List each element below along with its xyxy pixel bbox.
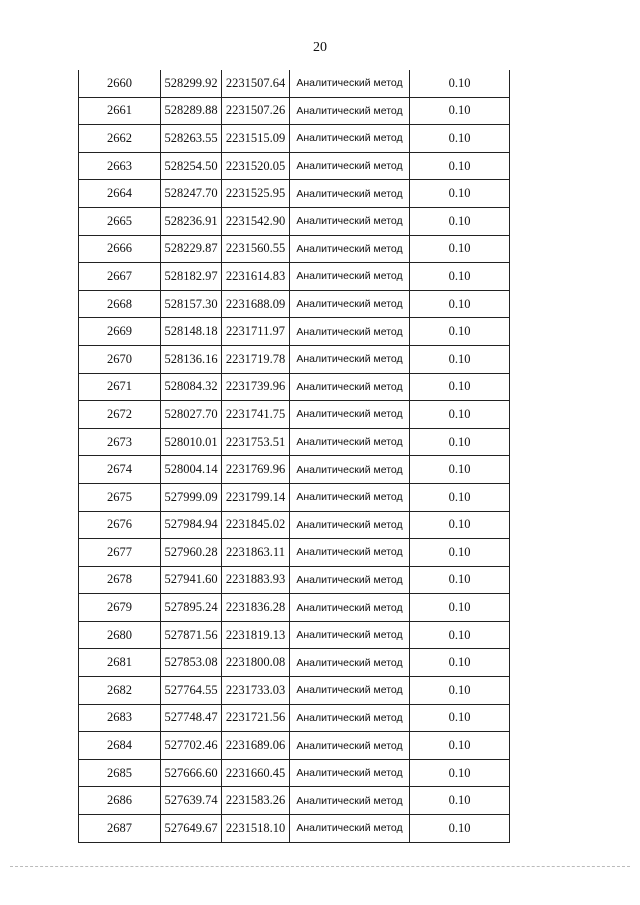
method-cell <box>290 787 410 815</box>
y-coordinate-cell: 2231583.26 <box>222 787 290 815</box>
y-coordinate-cell: 2231542.90 <box>222 207 290 235</box>
table-row <box>79 456 510 484</box>
method-text: Аналитический метод <box>296 573 403 586</box>
accuracy-cell: 0.10 <box>410 511 510 539</box>
x-coordinate-cell: 528182.97 <box>161 263 222 291</box>
method-text: Аналитический метод <box>296 629 403 642</box>
x-coordinate-cell: 527871.56 <box>161 621 222 649</box>
method-text: Аналитический метод <box>296 77 403 90</box>
table-row <box>79 732 510 760</box>
table-row <box>79 152 510 180</box>
method-cell <box>290 456 410 484</box>
x-coordinate-cell: 527702.46 <box>161 732 222 760</box>
method-cell <box>290 594 410 622</box>
x-coordinate-cell: 528247.70 <box>161 180 222 208</box>
table-row <box>79 787 510 815</box>
point-number-cell: 2664 <box>79 180 161 208</box>
x-coordinate-cell: 527853.08 <box>161 649 222 677</box>
y-coordinate-cell: 2231525.95 <box>222 180 290 208</box>
method-cell <box>290 125 410 153</box>
accuracy-cell: 0.10 <box>410 152 510 180</box>
method-text: Аналитический метод <box>296 353 403 366</box>
x-coordinate-cell: 528157.30 <box>161 290 222 318</box>
table-row <box>79 539 510 567</box>
method-text: Аналитический метод <box>296 270 403 283</box>
scan-artifact-line <box>10 866 630 867</box>
accuracy-cell: 0.10 <box>410 373 510 401</box>
table-row <box>79 594 510 622</box>
table-row <box>79 263 510 291</box>
point-number-cell: 2680 <box>79 621 161 649</box>
accuracy-cell: 0.10 <box>410 677 510 705</box>
x-coordinate-cell: 527895.24 <box>161 594 222 622</box>
point-number-cell: 2686 <box>79 787 161 815</box>
accuracy-cell: 0.10 <box>410 594 510 622</box>
accuracy-cell: 0.10 <box>410 483 510 511</box>
point-number-cell: 2671 <box>79 373 161 401</box>
y-coordinate-cell: 2231753.51 <box>222 428 290 456</box>
x-coordinate-cell: 528263.55 <box>161 125 222 153</box>
method-cell <box>290 318 410 346</box>
table-row <box>79 125 510 153</box>
method-text: Аналитический метод <box>296 215 403 228</box>
table-row <box>79 649 510 677</box>
y-coordinate-cell: 2231863.11 <box>222 539 290 567</box>
method-text: Аналитический метод <box>296 711 403 724</box>
table-row <box>79 70 510 97</box>
table-row <box>79 401 510 429</box>
point-number-cell: 2682 <box>79 677 161 705</box>
table-row <box>79 677 510 705</box>
point-number-cell: 2673 <box>79 428 161 456</box>
x-coordinate-cell: 527984.94 <box>161 511 222 539</box>
x-coordinate-cell: 528148.18 <box>161 318 222 346</box>
table-row <box>79 483 510 511</box>
x-coordinate-cell: 528027.70 <box>161 401 222 429</box>
accuracy-cell: 0.10 <box>410 263 510 291</box>
method-text: Аналитический метод <box>296 380 403 393</box>
y-coordinate-cell: 2231518.10 <box>222 815 290 843</box>
point-number-cell: 2667 <box>79 263 161 291</box>
table-row <box>79 318 510 346</box>
x-coordinate-cell: 527999.09 <box>161 483 222 511</box>
y-coordinate-cell: 2231733.03 <box>222 677 290 705</box>
accuracy-cell: 0.10 <box>410 401 510 429</box>
point-number-cell: 2676 <box>79 511 161 539</box>
table-row <box>79 207 510 235</box>
x-coordinate-cell: 527649.67 <box>161 815 222 843</box>
point-number-cell: 2670 <box>79 345 161 373</box>
table-row <box>79 180 510 208</box>
accuracy-cell: 0.10 <box>410 539 510 567</box>
point-number-cell: 2675 <box>79 483 161 511</box>
method-cell <box>290 621 410 649</box>
method-cell <box>290 263 410 291</box>
y-coordinate-cell: 2231721.56 <box>222 704 290 732</box>
method-text: Аналитический метод <box>296 325 403 338</box>
accuracy-cell: 0.10 <box>410 428 510 456</box>
method-cell <box>290 732 410 760</box>
method-text: Аналитический метод <box>296 601 403 614</box>
x-coordinate-cell: 527941.60 <box>161 566 222 594</box>
table-row <box>79 566 510 594</box>
accuracy-cell: 0.10 <box>410 787 510 815</box>
y-coordinate-cell: 2231800.08 <box>222 649 290 677</box>
y-coordinate-cell: 2231515.09 <box>222 125 290 153</box>
accuracy-cell: 0.10 <box>410 235 510 263</box>
y-coordinate-cell: 2231688.09 <box>222 290 290 318</box>
accuracy-cell: 0.10 <box>410 704 510 732</box>
method-cell <box>290 97 410 125</box>
method-text: Аналитический метод <box>296 436 403 449</box>
coordinates-table <box>78 70 510 843</box>
point-number-cell: 2668 <box>79 290 161 318</box>
point-number-cell: 2687 <box>79 815 161 843</box>
table-row <box>79 621 510 649</box>
y-coordinate-cell: 2231836.28 <box>222 594 290 622</box>
point-number-cell: 2677 <box>79 539 161 567</box>
x-coordinate-cell: 528229.87 <box>161 235 222 263</box>
y-coordinate-cell: 2231711.97 <box>222 318 290 346</box>
x-coordinate-cell: 527960.28 <box>161 539 222 567</box>
method-text: Аналитический метод <box>296 104 403 117</box>
accuracy-cell: 0.10 <box>410 456 510 484</box>
point-number-cell: 2674 <box>79 456 161 484</box>
coordinates-table-body <box>79 70 510 842</box>
point-number-cell: 2683 <box>79 704 161 732</box>
x-coordinate-cell: 527748.47 <box>161 704 222 732</box>
y-coordinate-cell: 2231769.96 <box>222 456 290 484</box>
x-coordinate-cell: 528254.50 <box>161 152 222 180</box>
x-coordinate-cell: 528004.14 <box>161 456 222 484</box>
accuracy-cell: 0.10 <box>410 207 510 235</box>
accuracy-cell: 0.10 <box>410 566 510 594</box>
table-row <box>79 428 510 456</box>
y-coordinate-cell: 2231799.14 <box>222 483 290 511</box>
table-row <box>79 511 510 539</box>
y-coordinate-cell: 2231819.13 <box>222 621 290 649</box>
method-cell <box>290 483 410 511</box>
method-text: Аналитический метод <box>296 656 403 669</box>
x-coordinate-cell: 528289.88 <box>161 97 222 125</box>
method-cell <box>290 815 410 843</box>
method-cell <box>290 180 410 208</box>
method-cell <box>290 401 410 429</box>
point-number-cell: 2662 <box>79 125 161 153</box>
method-text: Аналитический метод <box>296 767 403 780</box>
point-number-cell: 2681 <box>79 649 161 677</box>
accuracy-cell: 0.10 <box>410 345 510 373</box>
y-coordinate-cell: 2231507.64 <box>222 70 290 97</box>
table-row <box>79 290 510 318</box>
x-coordinate-cell: 528299.92 <box>161 70 222 97</box>
y-coordinate-cell: 2231614.83 <box>222 263 290 291</box>
table-row <box>79 704 510 732</box>
method-text: Аналитический метод <box>296 739 403 752</box>
accuracy-cell: 0.10 <box>410 759 510 787</box>
point-number-cell: 2665 <box>79 207 161 235</box>
point-number-cell: 2684 <box>79 732 161 760</box>
point-number-cell: 2663 <box>79 152 161 180</box>
method-text: Аналитический метод <box>296 794 403 807</box>
method-text: Аналитический метод <box>296 684 403 697</box>
y-coordinate-cell: 2231560.55 <box>222 235 290 263</box>
y-coordinate-cell: 2231845.02 <box>222 511 290 539</box>
y-coordinate-cell: 2231719.78 <box>222 345 290 373</box>
table-row <box>79 97 510 125</box>
y-coordinate-cell: 2231883.93 <box>222 566 290 594</box>
y-coordinate-cell: 2231739.96 <box>222 373 290 401</box>
y-coordinate-cell: 2231507.26 <box>222 97 290 125</box>
method-cell <box>290 704 410 732</box>
accuracy-cell: 0.10 <box>410 290 510 318</box>
x-coordinate-cell: 528084.32 <box>161 373 222 401</box>
method-text: Аналитический метод <box>296 242 403 255</box>
x-coordinate-cell: 527666.60 <box>161 759 222 787</box>
accuracy-cell: 0.10 <box>410 732 510 760</box>
method-text: Аналитический метод <box>296 408 403 421</box>
table-row <box>79 373 510 401</box>
method-text: Аналитический метод <box>296 463 403 476</box>
method-text: Аналитический метод <box>296 160 403 173</box>
accuracy-cell: 0.10 <box>410 318 510 346</box>
accuracy-cell: 0.10 <box>410 125 510 153</box>
point-number-cell: 2660 <box>79 70 161 97</box>
method-cell <box>290 428 410 456</box>
point-number-cell: 2669 <box>79 318 161 346</box>
method-text: Аналитический метод <box>296 518 403 531</box>
point-number-cell: 2661 <box>79 97 161 125</box>
method-text: Аналитический метод <box>296 187 403 200</box>
method-cell <box>290 373 410 401</box>
method-cell <box>290 649 410 677</box>
y-coordinate-cell: 2231660.45 <box>222 759 290 787</box>
method-text: Аналитический метод <box>296 298 403 311</box>
accuracy-cell: 0.10 <box>410 621 510 649</box>
method-text: Аналитический метод <box>296 491 403 504</box>
accuracy-cell: 0.10 <box>410 649 510 677</box>
method-cell <box>290 235 410 263</box>
method-cell <box>290 539 410 567</box>
x-coordinate-cell: 528136.16 <box>161 345 222 373</box>
table-row <box>79 759 510 787</box>
method-text: Аналитический метод <box>296 822 403 835</box>
method-cell <box>290 677 410 705</box>
method-cell <box>290 290 410 318</box>
accuracy-cell: 0.10 <box>410 815 510 843</box>
x-coordinate-cell: 527764.55 <box>161 677 222 705</box>
method-cell <box>290 152 410 180</box>
accuracy-cell: 0.10 <box>410 70 510 97</box>
x-coordinate-cell: 528236.91 <box>161 207 222 235</box>
method-cell <box>290 207 410 235</box>
method-cell <box>290 511 410 539</box>
table-row <box>79 235 510 263</box>
point-number-cell: 2679 <box>79 594 161 622</box>
method-text: Аналитический метод <box>296 132 403 145</box>
method-cell <box>290 345 410 373</box>
y-coordinate-cell: 2231520.05 <box>222 152 290 180</box>
table-row <box>79 815 510 843</box>
method-cell <box>290 759 410 787</box>
page-number: 20 <box>313 40 327 55</box>
point-number-cell: 2666 <box>79 235 161 263</box>
accuracy-cell: 0.10 <box>410 180 510 208</box>
method-cell <box>290 70 410 97</box>
point-number-cell: 2672 <box>79 401 161 429</box>
accuracy-cell: 0.10 <box>410 97 510 125</box>
method-text: Аналитический метод <box>296 546 403 559</box>
point-number-cell: 2678 <box>79 566 161 594</box>
x-coordinate-cell: 527639.74 <box>161 787 222 815</box>
point-number-cell: 2685 <box>79 759 161 787</box>
y-coordinate-cell: 2231689.06 <box>222 732 290 760</box>
table-row <box>79 345 510 373</box>
method-cell <box>290 566 410 594</box>
y-coordinate-cell: 2231741.75 <box>222 401 290 429</box>
x-coordinate-cell: 528010.01 <box>161 428 222 456</box>
